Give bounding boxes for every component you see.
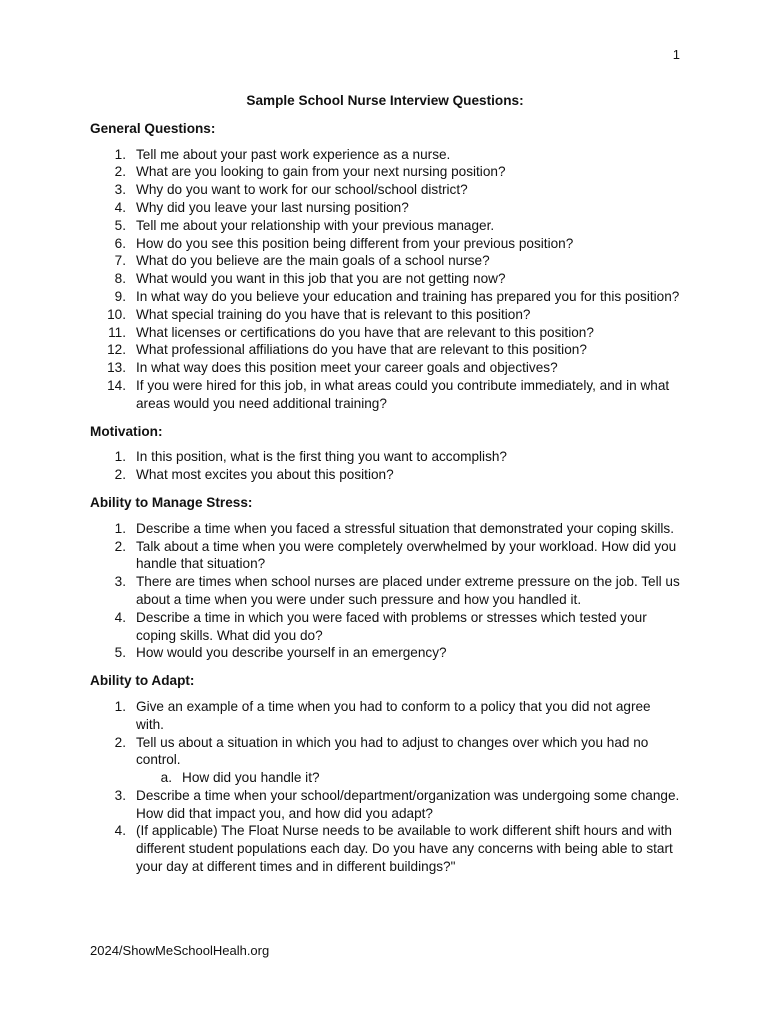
list-item xyxy=(90,359,680,377)
item-number: 4. xyxy=(114,823,126,839)
item-number: 3. xyxy=(114,574,126,590)
sub-list xyxy=(136,769,680,787)
item-number: 3. xyxy=(114,787,126,803)
list-item xyxy=(90,235,680,253)
item-number: 5. xyxy=(114,217,126,233)
list-item xyxy=(90,252,680,270)
item-text: There are times when school nurses are placed under extreme pressure on the job. Tell us about a time when you were under such pressure and how you handled it. xyxy=(136,574,680,607)
item-number: 2. xyxy=(114,164,126,180)
list-item xyxy=(90,163,680,181)
item-number: 10. xyxy=(107,306,126,322)
item-number: 4. xyxy=(114,609,126,625)
list-item xyxy=(90,377,680,413)
item-text: In what way do you believe your education and training has prepared you for this position? xyxy=(136,288,680,304)
page-number: 1 xyxy=(672,47,680,62)
section-heading-adapt: Ability to Adapt: xyxy=(90,673,195,689)
list-item xyxy=(90,146,680,164)
item-text: Talk about a time when you were completely overwhelmed by your workload. How did you handle that situation? xyxy=(136,538,677,572)
item-text: How do you see this position being different from your previous position? xyxy=(136,235,574,251)
adapt-questions-list xyxy=(90,698,680,876)
item-number: 2. xyxy=(114,734,126,750)
item-number: 6. xyxy=(114,235,126,251)
section-heading-motivation: Motivation: xyxy=(90,423,163,439)
item-text: Describe a time when you faced a stressful situation that demonstrated your coping skills. xyxy=(136,520,674,536)
item-number: 11. xyxy=(108,324,126,340)
item-text: What do you believe are the main goals of a school nurse? xyxy=(136,253,490,269)
item-number: 7. xyxy=(114,253,126,269)
item-text: If you were hired for this job, in what areas could you contribute immediately, and in what areas would you need additional training? xyxy=(136,377,670,411)
item-text: Tell me about your relationship with your previous manager. xyxy=(136,217,495,233)
list-item xyxy=(90,538,680,574)
item-text: (If applicable) The Float Nurse needs to be available to work different shift hours and with different student populations each day. Do you have any concerns with being able to start your day at different times and in different buildings?" xyxy=(136,823,673,875)
item-number: 13. xyxy=(107,360,126,376)
list-item xyxy=(90,520,680,538)
list-item xyxy=(90,217,680,235)
sub-item-letter: a. xyxy=(160,770,172,786)
list-item xyxy=(90,466,680,484)
item-text: What would you want in this job that you are not getting now? xyxy=(136,271,506,287)
item-text: In this position, what is the first thing you want to accomplish? xyxy=(136,449,507,465)
stress-questions-list xyxy=(90,520,680,662)
list-item xyxy=(90,341,680,359)
general-questions-list xyxy=(90,146,680,413)
item-text: Give an example of a time when you had to conform to a policy that you did not agree with. xyxy=(136,698,651,732)
item-text: What special training do you have that is relevant to this position? xyxy=(136,306,531,322)
item-text: Why do you want to work for our school/school district? xyxy=(136,182,468,198)
list-item xyxy=(90,288,680,306)
motivation-questions-list xyxy=(90,448,680,484)
item-number: 1. xyxy=(114,449,126,465)
list-item xyxy=(90,199,680,217)
document-body xyxy=(90,92,680,886)
item-text: Describe a time when your school/department/organization was undergoing some change. How did that impact you, and how did you adapt? xyxy=(136,787,680,821)
section-heading-general: General Questions: xyxy=(90,120,216,136)
list-item xyxy=(90,787,680,823)
list-item xyxy=(90,270,680,288)
item-number: 1. xyxy=(114,698,126,714)
list-item xyxy=(90,324,680,342)
item-text: Tell me about your past work experience as a nurse. xyxy=(136,146,451,162)
item-number: 9. xyxy=(114,288,126,304)
footer: 2024/ShowMeSchoolHealh.org xyxy=(90,943,270,958)
section-heading-stress: Ability to Manage Stress: xyxy=(90,494,253,510)
item-text: What most excites you about this position? xyxy=(136,467,394,483)
item-text: How would you describe yourself in an emergency? xyxy=(136,645,447,661)
item-text: Why did you leave your last nursing position? xyxy=(136,199,409,215)
list-item xyxy=(90,822,680,875)
document-title: Sample School Nurse Interview Questions: xyxy=(246,93,524,108)
item-text: Describe a time in which you were faced with problems or stresses which tested your coping skills. What did you do? xyxy=(136,609,647,643)
item-text: What licenses or certifications do you have that are relevant to this position? xyxy=(136,324,594,340)
list-item xyxy=(90,181,680,199)
list-item xyxy=(90,734,680,787)
item-number: 2. xyxy=(114,467,126,483)
item-number: 5. xyxy=(114,645,126,661)
sub-item-text: How did you handle it? xyxy=(182,770,320,786)
item-number: 12. xyxy=(107,342,126,358)
item-text: Tell us about a situation in which you had to adjust to changes over which you had no control. xyxy=(136,734,649,768)
list-item xyxy=(90,644,680,662)
item-text: What professional affiliations do you have that are relevant to this position? xyxy=(136,342,587,358)
list-item xyxy=(90,448,680,466)
list-item xyxy=(90,573,680,609)
item-number: 2. xyxy=(114,538,126,554)
list-item xyxy=(90,306,680,324)
list-item xyxy=(90,609,680,645)
sub-list-item xyxy=(136,769,680,787)
item-number: 1. xyxy=(114,146,126,162)
item-number: 8. xyxy=(114,271,126,287)
item-number: 3. xyxy=(114,182,126,198)
item-text: What are you looking to gain from your next nursing position? xyxy=(136,164,506,180)
list-item xyxy=(90,698,680,734)
item-number: 4. xyxy=(114,199,126,215)
item-number: 14. xyxy=(107,377,126,393)
item-number: 1. xyxy=(114,520,126,536)
item-text: In what way does this position meet your career goals and objectives? xyxy=(136,360,558,376)
